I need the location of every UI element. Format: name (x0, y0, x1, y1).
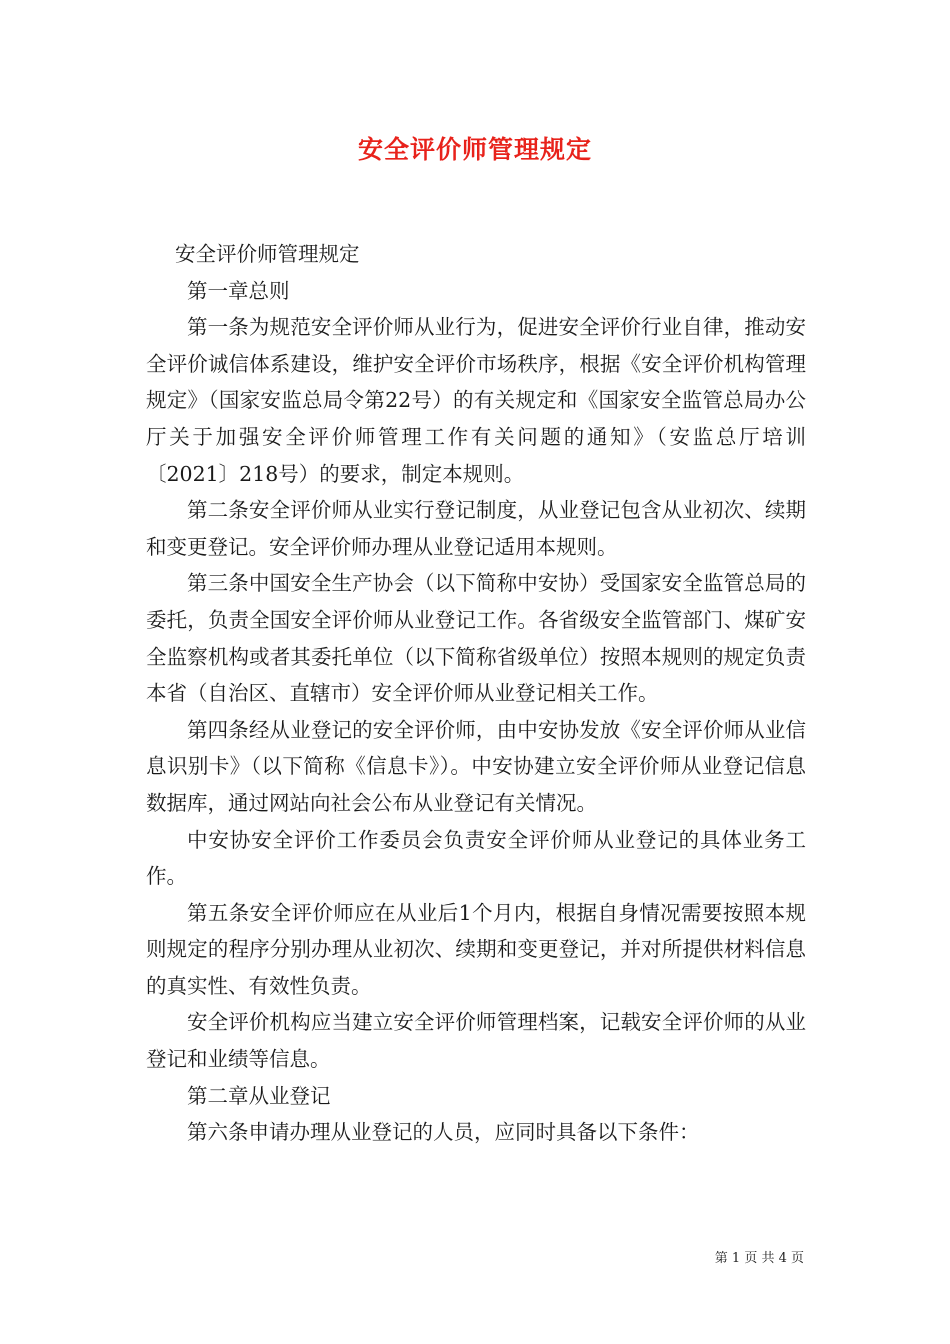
paragraph: 第三条中国安全生产协会（以下简称中安协）受国家安全监管总局的委托，负责全国安全评价师从业登记工作。各省级安全监管部门、煤矿安全监察机构或者其委托单位（以下简称省级单位）按照本规则的规定负责本省（自治区、直辖市）安全评价师从业登记相关工作。 (146, 571, 806, 706)
document-title: 安全评价师管理规定 (357, 135, 592, 164)
paragraph-subtitle: 安全评价师管理规定 (175, 242, 360, 266)
paragraph: 第五条安全评价师应在从业后1个月内，根据自身情况需要按照本规则规定的程序分别办理从业初次、续期和变更登记，并对所提供材料信息的真实性、有效性负责。 (146, 900, 806, 998)
paragraph: 第六条申请办理从业登记的人员，应同时具备以下条件： (187, 1120, 700, 1145)
paragraph: 第二条安全评价师从业实行登记制度，从业登记包含从业初次、续期和变更登记。安全评价师办理从业登记适用本规则。 (146, 498, 806, 559)
paragraph: 第四条经从业登记的安全评价师，由中安协发放《安全评价师从业信息识别卡》（以下简称《信息卡》）。中安协建立安全评价师从业登记信息数据库，通过网站向社会公布从业登记有关情况。 (146, 717, 806, 815)
page-number-footer: 第 1 页 共 4 页 (714, 1251, 804, 1266)
document-body (146, 236, 806, 1151)
chapter-heading: 第二章从业登记 (187, 1083, 331, 1108)
paragraph: 安全评价机构应当建立安全评价师管理档案，记载安全评价师的从业登记和业绩等信息。 (146, 1010, 806, 1072)
chapter-heading: 第一章总则 (187, 278, 290, 303)
paragraph: 第一条为规范安全评价师从业行为，促进安全评价行业自律，推动安全评价诚信体系建设，维护安全评价市场秩序，根据《安全评价机构管理规定》（国家安监总局令第22号）的有关规定和《国家安全监管总局办公厅关于加强安全评价师管理工作有关问题的通知》（安监总厅培训〔2021〕218号）的要求，制定本规则。 (146, 315, 806, 486)
paragraph: 中安协安全评价工作委员会负责安全评价师从业登记的具体业务工作。 (146, 827, 806, 889)
